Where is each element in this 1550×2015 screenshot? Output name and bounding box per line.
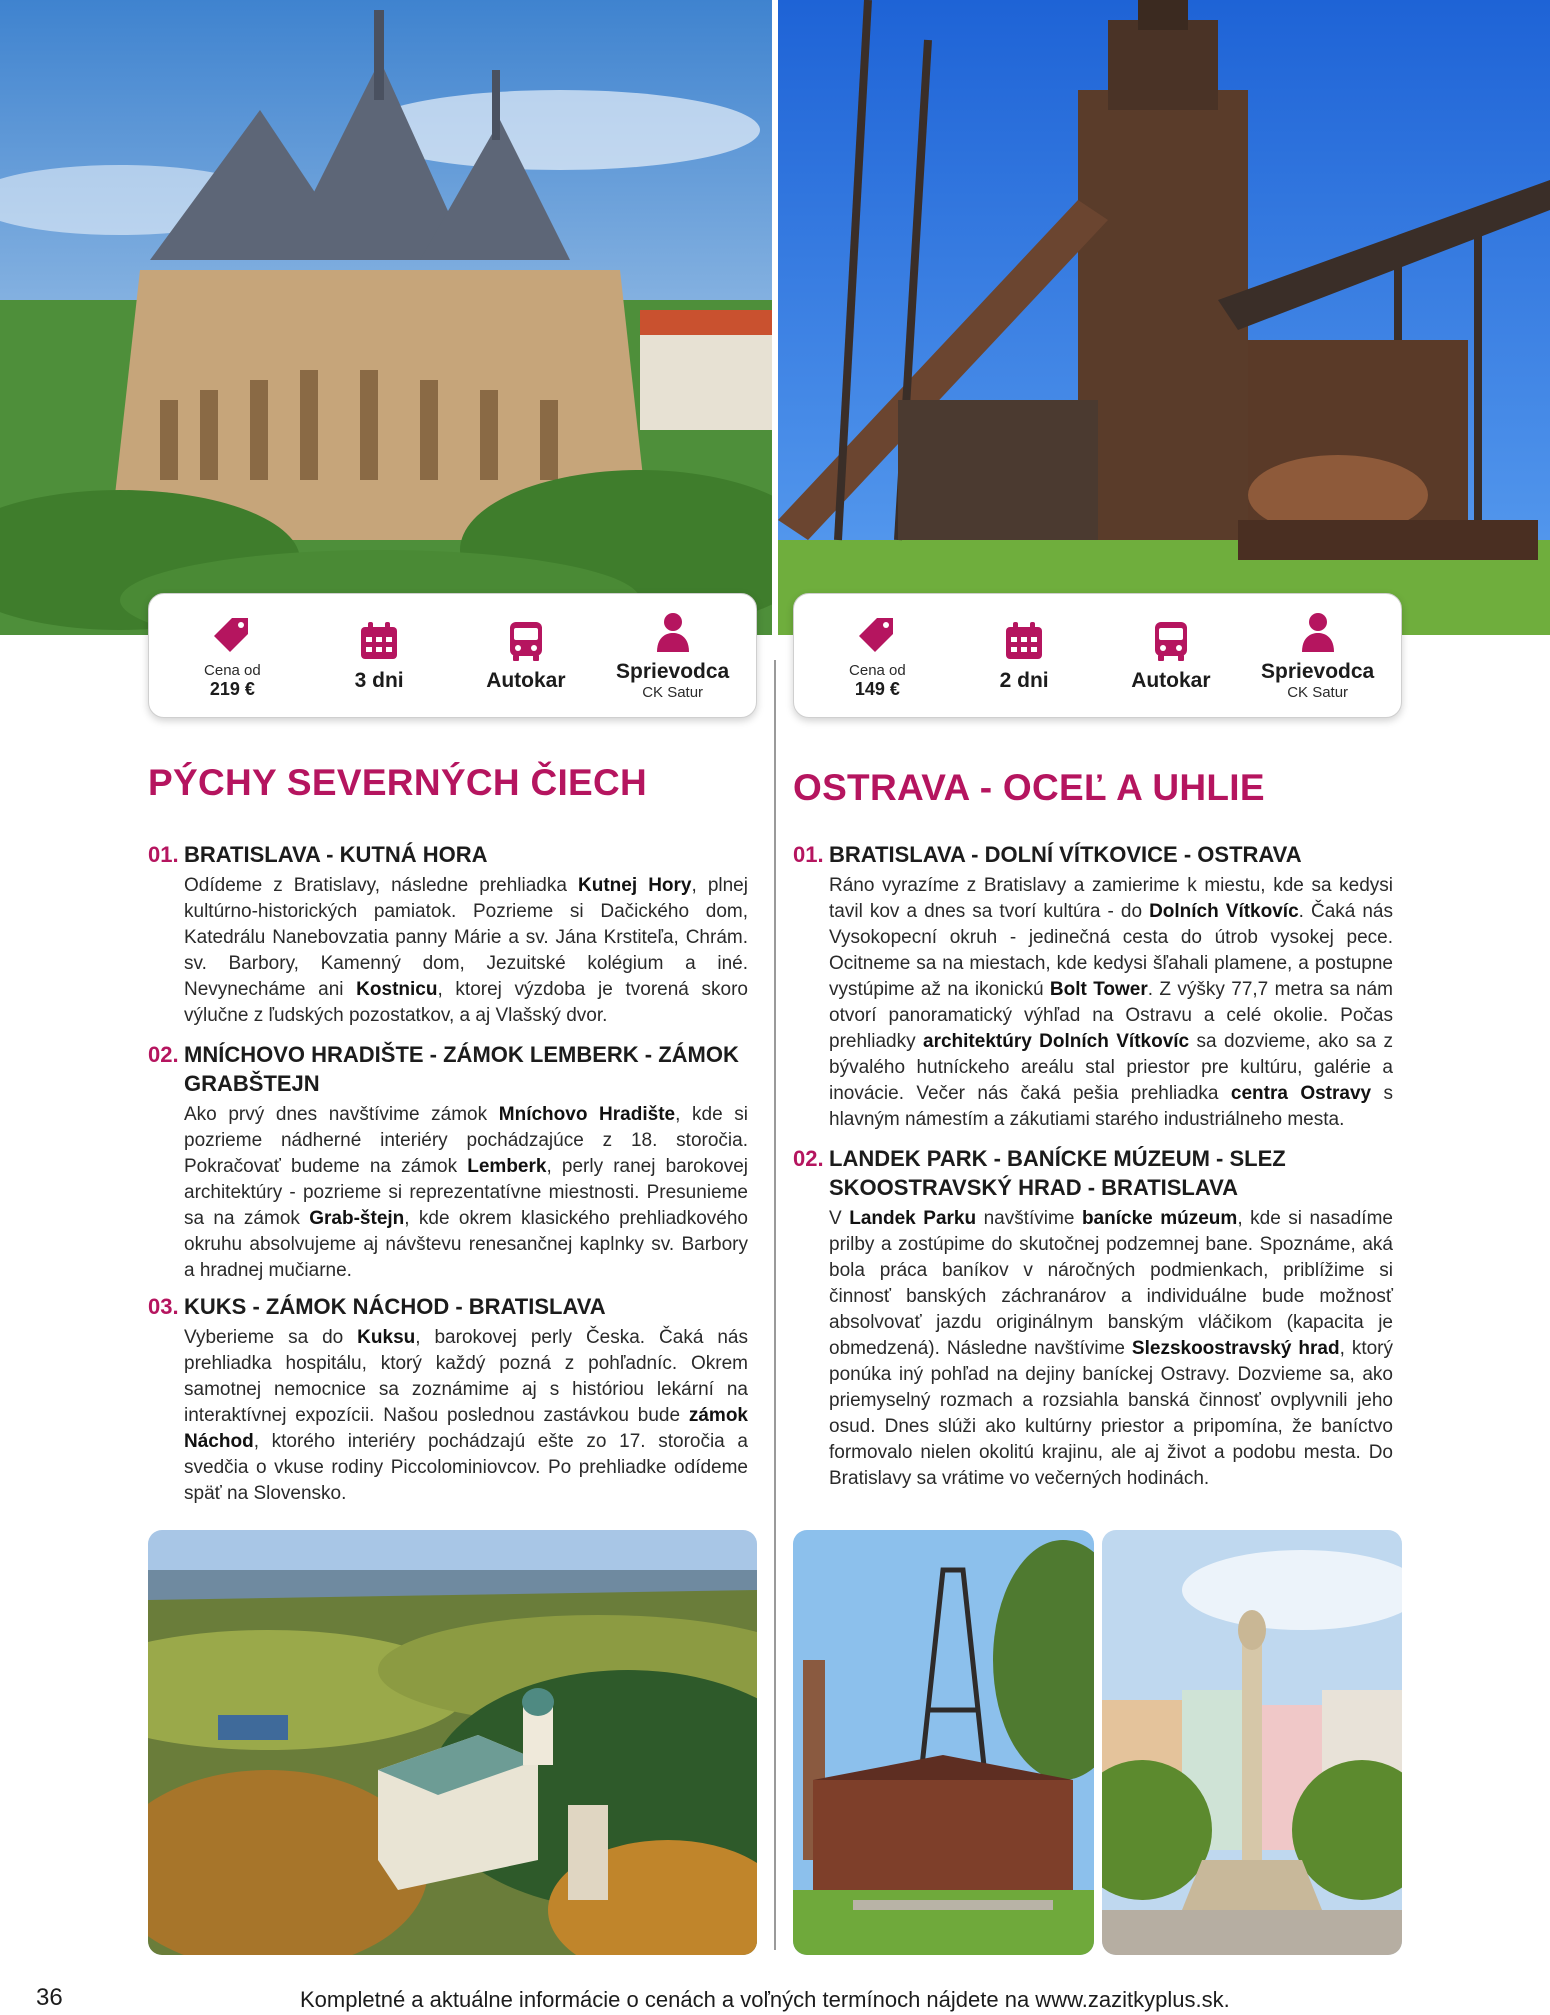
day-heading: BRATISLAVA - KUTNÁ HORA [184,842,488,867]
day-number: 01. [148,842,179,867]
photo-ostrava-square [1102,1530,1402,1955]
day-heading: MNÍCHOVO HRADIŠTE - ZÁMOK LEMBERK - ZÁMOK GRABŠTEJN [184,1042,739,1096]
left-guide-label: Sprievodca [616,660,730,683]
price-tag-icon [855,612,899,656]
right-price [807,612,947,699]
price-tag-icon [210,612,254,656]
day-text: Ako prvý dnes navštívime zámok Mníchovo Hradište, kde si pozrieme nádherné interiéry pochádzajúce z 18. storočia. Pokračovať budeme na zámok Lemberk, perly ranej barokovej architektúry - pozrieme si reprezentatívne miestnosti. Presunieme sa na zámok Grab-štejn, kde okrem klasického prehliadkového okruhu absolvujeme aj návštevu renesančnej kaplnky sv. Barbory a hradnej mučiarne. [184,1104,749,1281]
right-guide-label: Sprievodca [1261,660,1375,683]
photo-castle-aerial [148,1530,757,1955]
left-transport [456,619,596,693]
right-duration [954,619,1094,693]
left-guide [603,610,743,701]
right-price-value: 149 € [854,679,900,699]
column-divider [774,660,776,1950]
day-text: Ráno vyrazíme z Bratislavy a zamierime k miestu, kde sa kedysi tavil kov a dnes sa tvorí kultúra - do Dolních Vítkovíc. Čaká nás Vysokopecní okruh - jedinečná cesta do útrob vysokej pece. Ocitneme sa na miestach, kde kedysi šľahali plamene, a postupne vystúpime až na ikonickú Bolt Tower. Z výšky 77,7 metra sa nám otvorí panoramatický výhľad na Ostravu a celé okolie. Počas prehliadky architektúry Dolních Vítkovíc sa dozvieme, ako sa z bývalého hutníckeho areálu stal priestor pre kultúru, galérie a inovácie. Večer nás čaká pešia prehliadka centra Ostravy s hlavným námestím a zákutiami starého industriálneho mesta. [829,875,1394,1130]
day-text: Vyberieme sa do Kuksu, barokovej perly Česka. Čaká nás prehliadka hospitálu, ktorý každý pozná z pohľadníc. Okrem samotnej nemocnice sa zoznámime aj s históriou lekární na interaktívnej expozícii. Našou poslednou zastávkou bude zámok Náchod, ktorého interiéry pochádzajú ešte zo 17. storočia a svedčia o vkuse rodiny Piccolominiovcov. Po prehliadke odídeme späť na Slovensko. [184,1327,748,1504]
day-number: 02. [793,1146,824,1171]
day-heading: LANDEK PARK - BANÍCKE MÚZEUM - SLEZ SKOOSTRAVSKÝ HRAD - BRATISLAVA [829,1146,1286,1200]
bus-icon [1149,619,1193,663]
footer-note: Kompletné a aktuálne informácie o cenách a voľných termínoch nájdete na www.zazitkyplus.sk. [300,1987,1230,2012]
left-day-3 [148,1292,748,1507]
left-days: 3 dni [354,668,404,692]
person-icon [651,610,695,654]
right-price-label: Cena od [849,662,906,679]
right-transport [1101,619,1241,693]
day-text: Odídeme z Bratislavy, následne prehliadka Kutnej Hory, plnej kultúrno-historických pamiatok. Pozrieme si Dačického dom, Katedrálu Nanebovzatia panny Márie a sv. Jána Krstiteľa, Chrám. sv. Barbory, Kamenný dom, Jezuitské kolégium a iné. Nevynecháme ani Kostnicu, ktorej výzdoba je tvorená skoro výlučne z ľudských pozostatkov, a aj Vlašský dvor. [184,875,748,1026]
left-day-2 [148,1040,748,1284]
day-heading: BRATISLAVA - DOLNÍ VÍTKOVICE - OSTRAVA [829,842,1302,867]
right-tour-title: OSTRAVA - OCEĽ A UHLIE [793,767,1265,808]
page-number: 36 [36,1984,63,2011]
right-transport-label: Autokar [1131,668,1211,692]
right-guide-sub: CK Satur [1287,684,1349,701]
right-day-2 [793,1144,1393,1492]
left-price-label: Cena od [204,662,261,679]
left-price-value: 219 € [209,679,255,699]
right-day-1 [793,840,1393,1133]
bus-icon [504,619,548,663]
right-info-card [793,593,1402,718]
photo-kutna-hora-cathedral [0,0,772,635]
left-guide-sub: CK Satur [642,684,704,701]
day-number: 03. [148,1294,179,1319]
photo-dolni-vitkovice [778,0,1550,635]
day-number: 01. [793,842,824,867]
left-transport-label: Autokar [486,668,566,692]
right-guide [1248,610,1388,701]
calendar-icon [1002,619,1046,663]
right-days: 2 dni [999,668,1049,692]
photo-landek-mine-tower [793,1530,1094,1955]
person-icon [1296,610,1340,654]
left-duration [309,619,449,693]
left-tour-title: PÝCHY SEVERNÝCH ČIECH [148,762,648,803]
left-price [162,612,302,699]
left-info-card [148,593,757,718]
calendar-icon [357,619,401,663]
day-text: V Landek Parku navštívime banícke múzeum, kde si nasadíme prilby a zostúpime do skutočnej podzemnej bane. Spoznáme, aká bola práca baníkov v náročných podmienkach, priblížime si činnosť banských záchranárov a individuálne bude možnosť absolvovať jazdu originálnym banským vláčikom (kapacita je obmedzená). Následne navštívime Slezskoostravský hrad, ktorý ponúka iný pohľad na dejiny baníckej Ostravy. Dozvieme sa, ako priemyselný rozmach a rozsiahla banská činnosť ovplyvnili jeho osud. Dnes slúži ako kultúrny priestor a pripomína, že baníctvo formovalo nielen okolitú krajinu, ale aj život a podobu mesta. Do Bratislavy sa vrátime vo večerných hodinách. [829,1208,1393,1489]
day-number: 02. [148,1042,179,1067]
left-day-1 [148,840,748,1029]
day-heading: KUKS - ZÁMOK NÁCHOD - BRATISLAVA [184,1294,606,1319]
